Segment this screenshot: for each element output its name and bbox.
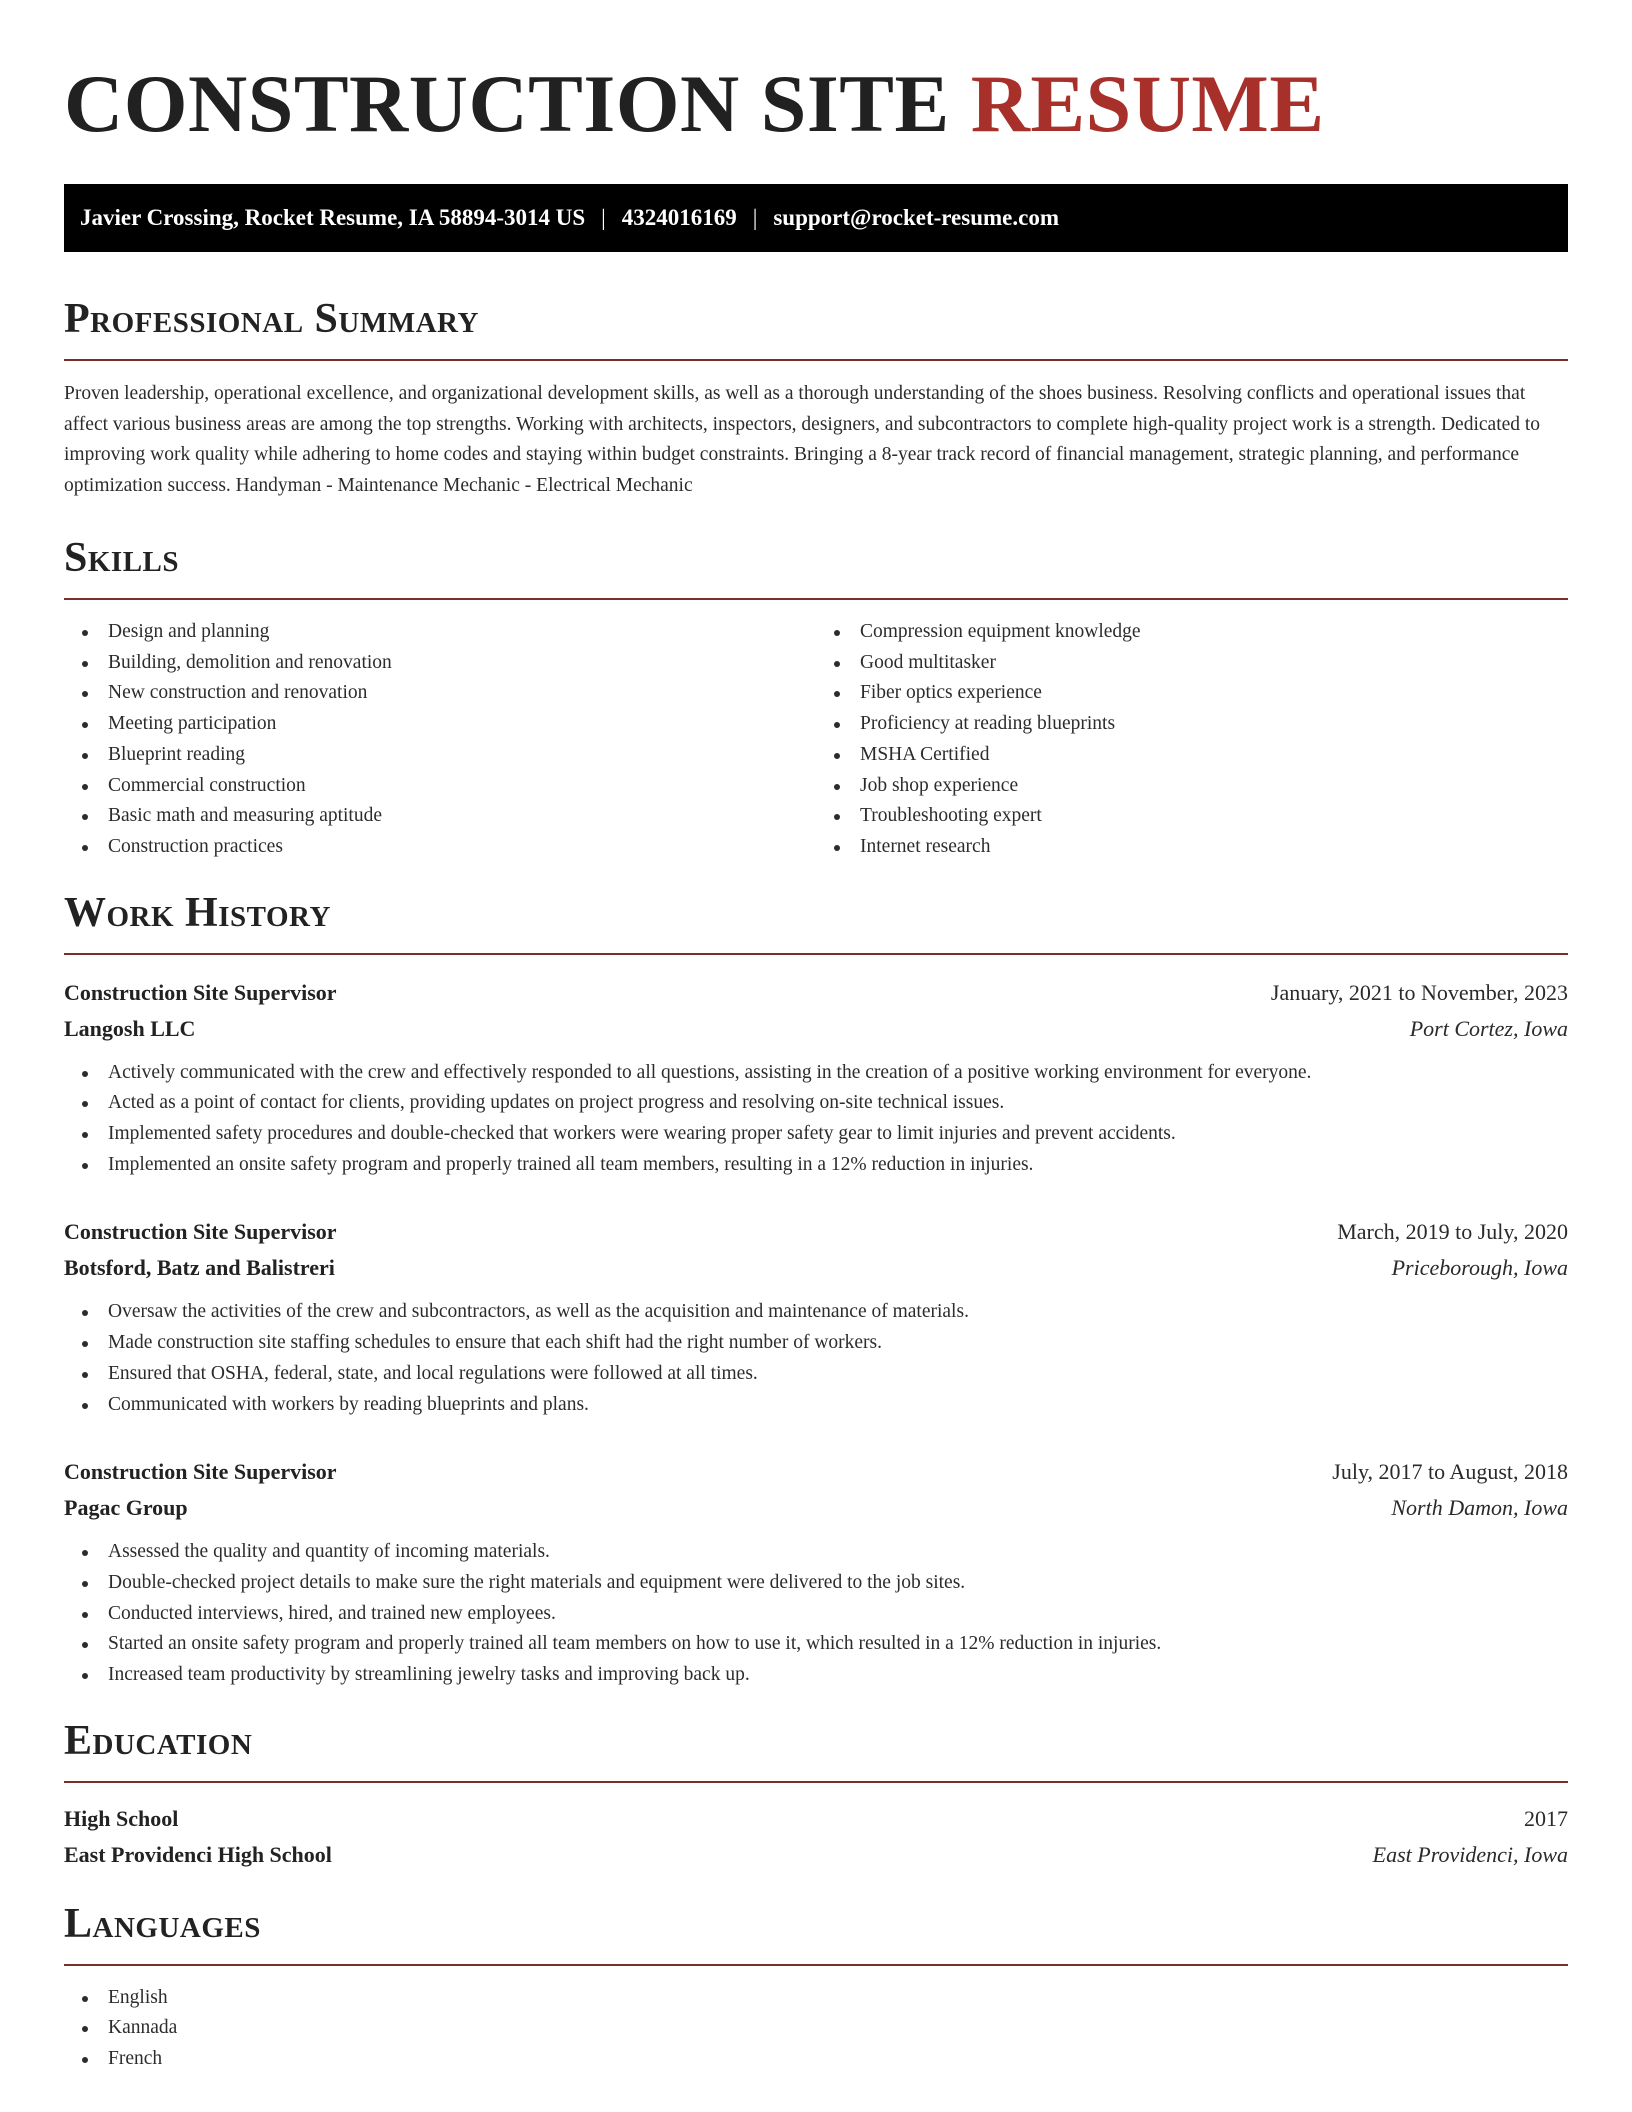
job-duties-list bbox=[64, 1297, 1568, 1420]
job-duty: Communicated with workers by reading blueprints and plans. bbox=[64, 1390, 1568, 1421]
job-company-row bbox=[64, 1250, 1568, 1286]
job-duty: Acted as a point of contact for clients, providing updates on project progress and resolving on-site technical issues. bbox=[64, 1088, 1568, 1119]
job-company-row bbox=[64, 1490, 1568, 1526]
skill-item: Good multitasker bbox=[816, 648, 1568, 679]
section-heading: Languages bbox=[64, 1900, 261, 1947]
contact-email: support@rocket-resume.com bbox=[773, 205, 1059, 230]
job-entry bbox=[64, 1454, 1568, 1691]
education-section bbox=[64, 1718, 1568, 1873]
job-duty: Oversaw the activities of the crew and subcontractors, as well as the acquisition and maintenance of materials. bbox=[64, 1297, 1568, 1328]
job-company: Langosh LLC bbox=[64, 1015, 196, 1041]
education-location: East Providenci, Iowa bbox=[1372, 1841, 1568, 1867]
skill-item: Fiber optics experience bbox=[816, 678, 1568, 709]
skills-columns bbox=[64, 617, 1568, 863]
resume-title bbox=[64, 58, 1568, 150]
title-part-dark: CONSTRUCTION SITE bbox=[64, 58, 950, 149]
job-duty: Actively communicated with the crew and effectively responded to all questions, assisting in the creation of a positive working environment for everyone. bbox=[64, 1058, 1568, 1089]
job-dates: January, 2021 to November, 2023 bbox=[1270, 979, 1568, 1005]
section-divider bbox=[64, 1964, 1568, 1966]
section-heading: Skills bbox=[64, 535, 180, 581]
skill-item: MSHA Certified bbox=[816, 740, 1568, 771]
education-entry bbox=[64, 1801, 1568, 1873]
job-title: Construction Site Supervisor bbox=[64, 1459, 337, 1485]
education-degree-row bbox=[64, 1801, 1568, 1837]
section-divider bbox=[64, 1781, 1568, 1783]
skills-list-left bbox=[64, 617, 816, 863]
job-header-row bbox=[64, 1214, 1568, 1250]
skill-item: Internet research bbox=[816, 832, 1568, 863]
contact-address: Javier Crossing, Rocket Resume, IA 58894-3014 US bbox=[80, 205, 586, 230]
contact-separator: | bbox=[752, 205, 758, 230]
contact-separator: | bbox=[601, 205, 606, 230]
skill-item: New construction and renovation bbox=[64, 678, 816, 709]
job-duty: Increased team productivity by streamlining jewelry tasks and improving back up. bbox=[64, 1660, 1568, 1691]
job-company: Botsford, Batz and Balistreri bbox=[64, 1255, 335, 1281]
section-heading: Professional Summary bbox=[64, 296, 479, 342]
job-company-row bbox=[64, 1011, 1568, 1047]
skill-item: Blueprint reading bbox=[64, 740, 816, 771]
language-item: English bbox=[64, 1983, 1568, 2014]
education-degree: High School bbox=[64, 1805, 179, 1831]
job-location: Priceborough, Iowa bbox=[1391, 1255, 1568, 1281]
skill-item: Commercial construction bbox=[64, 771, 816, 802]
skills-list-right bbox=[816, 617, 1568, 863]
section-divider bbox=[64, 598, 1568, 600]
job-company: Pagac Group bbox=[64, 1495, 188, 1521]
section-heading: Work History bbox=[64, 889, 331, 936]
skill-item: Construction practices bbox=[64, 832, 816, 863]
job-duties-list bbox=[64, 1058, 1568, 1181]
job-title: Construction Site Supervisor bbox=[64, 979, 337, 1005]
skill-item: Meeting participation bbox=[64, 709, 816, 740]
languages-section bbox=[64, 1901, 1568, 2075]
summary-section bbox=[64, 296, 1568, 501]
skill-item: Building, demolition and renovation bbox=[64, 648, 816, 679]
job-dates: July, 2017 to August, 2018 bbox=[1332, 1459, 1568, 1485]
skill-item: Job shop experience bbox=[816, 771, 1568, 802]
language-item: French bbox=[64, 2044, 1568, 2075]
title-part-accent: RESUME bbox=[970, 58, 1325, 149]
contact-bar bbox=[64, 184, 1568, 252]
job-duty: Ensured that OSHA, federal, state, and local regulations were followed at all times. bbox=[64, 1359, 1568, 1390]
job-duties-list bbox=[64, 1537, 1568, 1691]
education-school: East Providenci High School bbox=[64, 1841, 332, 1867]
skill-item: Basic math and measuring aptitude bbox=[64, 801, 816, 832]
job-header-row bbox=[64, 1454, 1568, 1490]
skill-item: Proficiency at reading blueprints bbox=[816, 709, 1568, 740]
education-school-row bbox=[64, 1837, 1568, 1873]
work-history-section bbox=[64, 890, 1568, 1691]
summary-text: Proven leadership, operational excellence, and organizational development skills, as well as a thorough understanding of the shoes business. Resolving conflicts and operational issues that affect various business areas are among the top strengths. Working with architects, inspectors, designers, and subcontractors to complete high-quality project work is a strength. Dedicated to improving work quality while adhering to home codes and staying within budget constraints. Bringing a 8-year track record of financial management, strategic planning, and performance optimization success. Handyman - Maintenance Mechanic - Electrical Mechanic bbox=[64, 383, 1541, 496]
job-header-row bbox=[64, 975, 1568, 1011]
skills-section bbox=[64, 535, 1568, 863]
job-duty: Started an onsite safety program and properly trained all team members on how to use it, which resulted in a 12% reduction in injuries. bbox=[64, 1629, 1568, 1660]
section-divider bbox=[64, 953, 1568, 955]
job-duty: Conducted interviews, hired, and trained new employees. bbox=[64, 1599, 1568, 1630]
skill-item: Design and planning bbox=[64, 617, 816, 648]
job-dates: March, 2019 to July, 2020 bbox=[1337, 1219, 1568, 1245]
job-entry bbox=[64, 975, 1568, 1181]
job-duty: Double-checked project details to make sure the right materials and equipment were delivered to the job sites. bbox=[64, 1568, 1568, 1599]
job-duty: Made construction site staffing schedules to ensure that each shift had the right number of workers. bbox=[64, 1328, 1568, 1359]
job-title: Construction Site Supervisor bbox=[64, 1219, 337, 1245]
job-entry bbox=[64, 1214, 1568, 1420]
job-location: Port Cortez, Iowa bbox=[1409, 1015, 1568, 1041]
job-duty: Implemented safety procedures and double-checked that workers were wearing proper safety gear to limit injuries and prevent accidents. bbox=[64, 1119, 1568, 1150]
job-location: North Damon, Iowa bbox=[1391, 1495, 1568, 1521]
language-item: Kannada bbox=[64, 2013, 1568, 2044]
contact-phone: 4324016169 bbox=[621, 205, 737, 230]
section-heading: Education bbox=[64, 1717, 253, 1764]
languages-list bbox=[64, 1983, 1568, 2075]
skill-item: Compression equipment knowledge bbox=[816, 617, 1568, 648]
education-year: 2017 bbox=[1524, 1805, 1568, 1831]
job-duty: Assessed the quality and quantity of incoming materials. bbox=[64, 1537, 1568, 1568]
section-divider bbox=[64, 359, 1568, 361]
job-duty: Implemented an onsite safety program and properly trained all team members, resulting in a 12% reduction in injuries. bbox=[64, 1150, 1568, 1181]
skill-item: Troubleshooting expert bbox=[816, 801, 1568, 832]
